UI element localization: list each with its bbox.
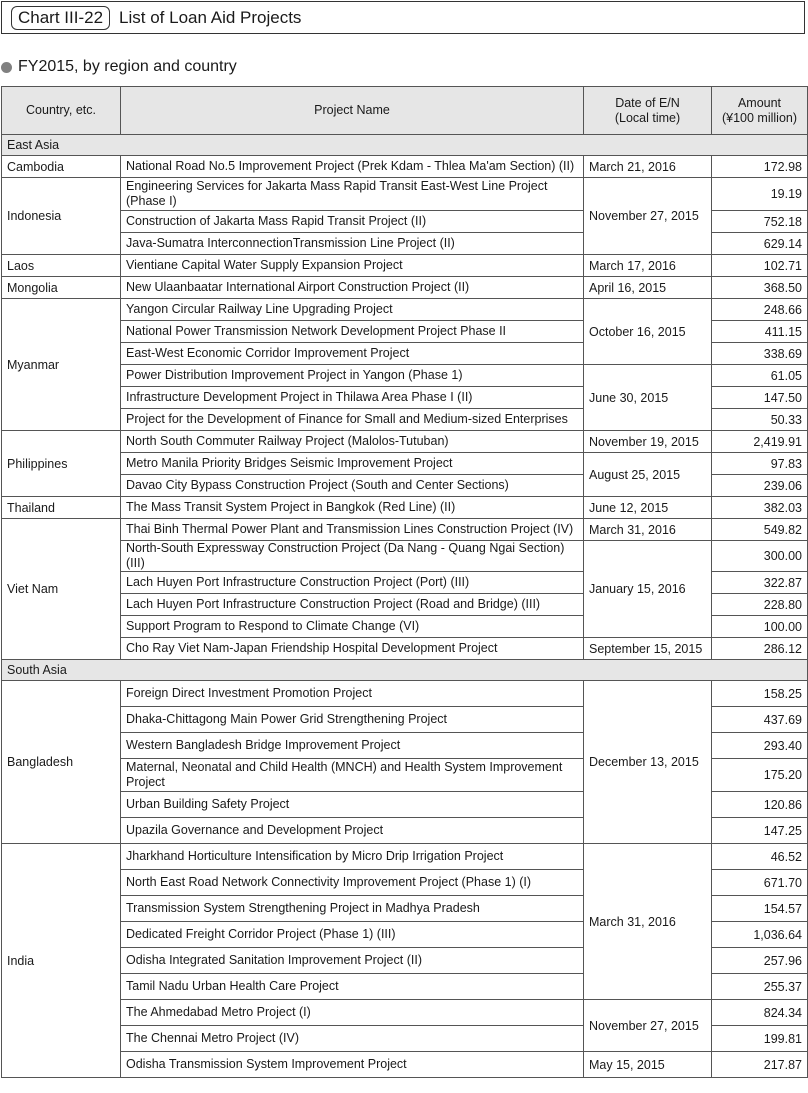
amount-cell: 411.15 [712,321,808,343]
project-name-cell: The Ahmedabad Metro Project (I) [121,1000,584,1026]
header-amount-line2: (¥100 million) [721,110,798,125]
date-cell: May 15, 2015 [584,1052,712,1078]
header-date-line1: Date of E/N [615,95,680,110]
amount-cell: 19.19 [712,178,808,211]
header-amount-line1: Amount [737,95,782,110]
table-row [2,277,808,299]
amount-cell: 147.25 [712,818,808,844]
date-cell: August 25, 2015 [584,453,712,497]
table-row [2,844,808,870]
date-cell: November 27, 2015 [584,1000,712,1052]
amount-cell: 172.98 [712,156,808,178]
table-row [2,1052,808,1078]
amount-cell: 228.80 [712,594,808,616]
date-cell: September 15, 2015 [584,638,712,660]
header-date-line2: (Local time) [614,110,681,125]
date-cell: June 30, 2015 [584,365,712,431]
table-row [2,681,808,707]
project-name-cell: The Chennai Metro Project (IV) [121,1026,584,1052]
region-header: South Asia [2,660,808,681]
amount-cell: 286.12 [712,638,808,660]
amount-cell: 50.33 [712,409,808,431]
bullet-icon [1,62,12,73]
amount-cell: 549.82 [712,519,808,541]
project-name-cell: Infrastructure Development Project in Thilawa Area Phase I (II) [121,387,584,409]
table-row [2,299,808,321]
project-name-cell: Odisha Integrated Sanitation Improvement Project (II) [121,948,584,974]
region-header: East Asia [2,135,808,156]
project-name-cell: Urban Building Safety Project [121,792,584,818]
amount-cell: 175.20 [712,759,808,792]
date-cell: October 16, 2015 [584,299,712,365]
table-row [2,541,808,572]
date-cell: November 19, 2015 [584,431,712,453]
country-cell: Mongolia [2,277,121,299]
project-name-cell: Metro Manila Priority Bridges Seismic Improvement Project [121,453,584,475]
project-name-cell: Yangon Circular Railway Line Upgrading Project [121,299,584,321]
amount-cell: 437.69 [712,707,808,733]
table-row [2,497,808,519]
project-name-cell: Construction of Jakarta Mass Rapid Transit Project (II) [121,211,584,233]
table-row [2,519,808,541]
amount-cell: 100.00 [712,616,808,638]
header-country: Country, etc. [2,87,121,135]
date-cell: June 12, 2015 [584,497,712,519]
country-cell: Philippines [2,431,121,497]
subtitle-text: FY2015, by region and country [18,58,237,75]
country-cell: Bangladesh [2,681,121,844]
amount-cell: 368.50 [712,277,808,299]
project-name-cell: North South Commuter Railway Project (Malolos-Tutuban) [121,431,584,453]
project-name-cell: Engineering Services for Jakarta Mass Rapid Transit East-West Line Project (Phase I) [121,178,584,211]
amount-cell: 120.86 [712,792,808,818]
table-row [2,178,808,211]
date-cell: November 27, 2015 [584,178,712,255]
project-name-cell: North East Road Network Connectivity Improvement Project (Phase 1) (I) [121,870,584,896]
amount-cell: 158.25 [712,681,808,707]
amount-cell: 61.05 [712,365,808,387]
table-row [2,156,808,178]
country-cell: Viet Nam [2,519,121,660]
project-name-cell: Support Program to Respond to Climate Change (VI) [121,616,584,638]
table-row [2,1000,808,1026]
project-name-cell: Vientiane Capital Water Supply Expansion Project [121,255,584,277]
date-cell: December 13, 2015 [584,681,712,844]
amount-cell: 382.03 [712,497,808,519]
amount-cell: 102.71 [712,255,808,277]
project-name-cell: Western Bangladesh Bridge Improvement Project [121,733,584,759]
amount-cell: 97.83 [712,453,808,475]
project-name-cell: Power Distribution Improvement Project in Yangon (Phase 1) [121,365,584,387]
table-row [2,255,808,277]
amount-cell: 1,036.64 [712,922,808,948]
project-name-cell: Project for the Development of Finance for Small and Medium-sized Enterprises [121,409,584,431]
amount-cell: 199.81 [712,1026,808,1052]
project-name-cell: North-South Expressway Construction Project (Da Nang - Quang Ngai Section) (III) [121,541,584,572]
project-name-cell: The Mass Transit System Project in Bangkok (Red Line) (II) [121,497,584,519]
amount-cell: 300.00 [712,541,808,572]
project-name-cell: Dhaka-Chittagong Main Power Grid Strengthening Project [121,707,584,733]
amount-cell: 322.87 [712,572,808,594]
country-cell: India [2,844,121,1078]
project-name-cell: Maternal, Neonatal and Child Health (MNCH) and Health System Improvement Project [121,759,584,792]
country-cell: Laos [2,255,121,277]
amount-cell: 248.66 [712,299,808,321]
project-name-cell: Thai Binh Thermal Power Plant and Transmission Lines Construction Project (IV) [121,519,584,541]
project-name-cell: Cho Ray Viet Nam-Japan Friendship Hospital Development Project [121,638,584,660]
date-cell: March 31, 2016 [584,519,712,541]
amount-cell: 671.70 [712,870,808,896]
country-cell: Myanmar [2,299,121,431]
project-name-cell: National Power Transmission Network Development Project Phase II [121,321,584,343]
project-name-cell: East-West Economic Corridor Improvement Project [121,343,584,365]
project-name-cell: Lach Huyen Port Infrastructure Construction Project (Road and Bridge) (III) [121,594,584,616]
project-name-cell: Transmission System Strengthening Project in Madhya Pradesh [121,896,584,922]
loan-aid-table [1,86,808,1078]
project-name-cell: National Road No.5 Improvement Project (Prek Kdam - Thlea Ma'am Section) (II) [121,156,584,178]
date-cell: March 31, 2016 [584,844,712,1000]
project-name-cell: Foreign Direct Investment Promotion Project [121,681,584,707]
date-cell: March 17, 2016 [584,255,712,277]
header-date [584,87,712,135]
chart-title-box [1,1,805,34]
project-name-cell: New Ulaanbaatar International Airport Construction Project (II) [121,277,584,299]
chart-number-badge: Chart III-22 [11,6,110,30]
table-row [2,453,808,475]
table-row [2,365,808,387]
project-name-cell: Jharkhand Horticulture Intensification by Micro Drip Irrigation Project [121,844,584,870]
table-row [2,638,808,660]
amount-cell: 257.96 [712,948,808,974]
amount-cell: 338.69 [712,343,808,365]
project-name-cell: Davao City Bypass Construction Project (South and Center Sections) [121,475,584,497]
country-cell: Indonesia [2,178,121,255]
table-row [2,431,808,453]
project-name-cell: Dedicated Freight Corridor Project (Phase 1) (III) [121,922,584,948]
amount-cell: 752.18 [712,211,808,233]
country-cell: Thailand [2,497,121,519]
amount-cell: 293.40 [712,733,808,759]
amount-cell: 217.87 [712,1052,808,1078]
project-name-cell: Java-Sumatra InterconnectionTransmission Line Project (II) [121,233,584,255]
header-project-name: Project Name [121,87,584,135]
amount-cell: 255.37 [712,974,808,1000]
date-cell: March 21, 2016 [584,156,712,178]
date-cell: January 15, 2016 [584,541,712,638]
section-subtitle [1,58,237,76]
project-name-cell: Tamil Nadu Urban Health Care Project [121,974,584,1000]
amount-cell: 46.52 [712,844,808,870]
header-amount [712,87,808,135]
date-cell: April 16, 2015 [584,277,712,299]
page-title: List of Loan Aid Projects [119,7,302,27]
project-name-cell: Odisha Transmission System Improvement Project [121,1052,584,1078]
amount-cell: 154.57 [712,896,808,922]
project-name-cell: Lach Huyen Port Infrastructure Construction Project (Port) (III) [121,572,584,594]
amount-cell: 147.50 [712,387,808,409]
amount-cell: 629.14 [712,233,808,255]
country-cell: Cambodia [2,156,121,178]
amount-cell: 2,419.91 [712,431,808,453]
project-name-cell: Upazila Governance and Development Project [121,818,584,844]
amount-cell: 239.06 [712,475,808,497]
amount-cell: 824.34 [712,1000,808,1026]
